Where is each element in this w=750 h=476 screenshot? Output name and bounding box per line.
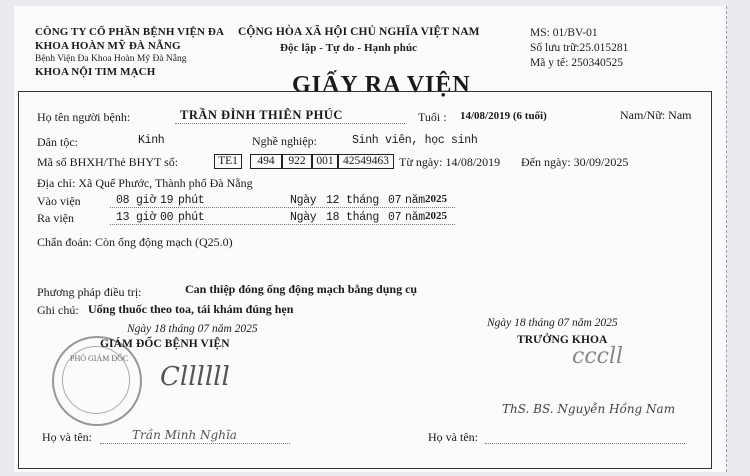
discharge-day-label: Ngày bbox=[290, 211, 317, 224]
nation-heading: CỘNG HÒA XÃ HỘI CHỦ NGHĨA VIỆT NAM bbox=[238, 26, 480, 38]
occupation-value: Sinh viên, học sinh bbox=[352, 134, 478, 147]
discharge-hour: 13 bbox=[116, 211, 130, 224]
ethnicity-label: Dân tộc: bbox=[37, 135, 78, 149]
discharge-month: 07 bbox=[388, 211, 402, 224]
insurance-box-2: 494 bbox=[250, 154, 282, 169]
insurance-box-3: 922 bbox=[282, 154, 312, 169]
left-sign-role: GIÁM ĐỐC BỆNH VIỆN bbox=[100, 338, 230, 350]
discharge-year: 2025 bbox=[425, 210, 447, 222]
admission-minute-unit: phút bbox=[178, 194, 205, 207]
admission-hour: 08 bbox=[116, 194, 130, 207]
patient-name: TRẦN ĐÌNH THIÊN PHÚC bbox=[180, 108, 343, 122]
right-name-dotted-line bbox=[485, 443, 685, 444]
insurance-from-date: Từ ngày: 14/08/2019 bbox=[399, 155, 501, 169]
admission-hour-unit: giờ bbox=[136, 194, 156, 207]
age-label: Tuổi : bbox=[418, 110, 447, 124]
discharge-label: Ra viện bbox=[37, 211, 74, 225]
insurance-box-5: 42549463 bbox=[338, 154, 394, 169]
right-name-label: Họ và tên: bbox=[428, 430, 478, 444]
hospital-full-name: Bệnh Viện Đa Khoa Hoàn Mỹ Đà Nẵng bbox=[35, 54, 187, 64]
form-code: MS: 01/BV-01 bbox=[530, 27, 598, 39]
discharge-minute-unit: phút bbox=[178, 211, 205, 224]
diagnosis: Chẩn đoán: Còn ống động mạch (Q25.0) bbox=[37, 235, 233, 249]
discharge-hour-unit: giờ bbox=[136, 211, 156, 224]
right-signature: cccll bbox=[572, 344, 624, 369]
discharge-day: 18 bbox=[326, 211, 340, 224]
hospital-company-line: CÔNG TY CỔ PHẦN BỆNH VIỆN ĐA bbox=[35, 26, 225, 38]
discharge-month-label: tháng bbox=[346, 211, 380, 224]
discharge-minute: 00 bbox=[160, 211, 174, 224]
national-motto: Độc lập - Tự do - Hạnh phúc bbox=[280, 42, 418, 54]
discharge-dotted-line bbox=[110, 224, 455, 225]
archive-number: Số lưu trữ:25.015281 bbox=[530, 42, 629, 54]
discharge-year-label: năm bbox=[405, 211, 425, 224]
patient-gender: Nam/Nữ: Nam bbox=[620, 108, 692, 122]
insurance-to-date: Đến ngày: 30/09/2025 bbox=[521, 155, 629, 169]
admission-day: 12 bbox=[326, 194, 340, 207]
left-signer-name: Trần Minh Nghĩa bbox=[132, 428, 237, 442]
notes-label: Ghi chú: bbox=[37, 303, 79, 317]
admission-label: Vào viện bbox=[37, 194, 81, 208]
hospital-name-line: KHOA HOÀN MỸ ĐÀ NẴNG bbox=[35, 40, 181, 52]
treatment-label: Phương pháp điều trị: bbox=[37, 285, 142, 299]
patient-name-label: Họ tên người bệnh: bbox=[37, 110, 131, 124]
notes-value: Uống thuốc theo toa, tái khám đúng hẹn bbox=[88, 302, 294, 316]
admission-year: 2025 bbox=[425, 193, 447, 205]
left-signature: Cllllll bbox=[160, 362, 230, 392]
admission-month-label: tháng bbox=[346, 194, 380, 207]
ethnicity-value: Kinh bbox=[138, 134, 165, 147]
insurance-box-4: 001 bbox=[312, 154, 338, 169]
name-dotted-line bbox=[175, 123, 405, 124]
admission-day-label: Ngày bbox=[290, 194, 317, 207]
right-sign-role: TRƯỞNG KHOA bbox=[517, 334, 608, 346]
treatment-value: Can thiệp đóng ống động mạch bằng dụng cụ bbox=[185, 282, 418, 296]
medical-code: Mã y tế: 250340525 bbox=[530, 57, 623, 69]
patient-age: 14/08/2019 (6 tuổi) bbox=[460, 110, 547, 122]
document-title: GIẤY RA VIỆN bbox=[292, 72, 471, 98]
patient-address: Địa chỉ: Xã Quế Phước, Thành phố Đà Nẵng bbox=[37, 176, 253, 190]
occupation-label: Nghề nghiệp: bbox=[252, 134, 317, 148]
admission-dotted-line bbox=[110, 207, 455, 208]
admission-month: 07 bbox=[388, 194, 402, 207]
department-name: KHOA NỘI TIM MẠCH bbox=[35, 66, 156, 78]
stamp-text: PHÓ GIÁM ĐỐC bbox=[70, 354, 129, 363]
left-name-dotted-line bbox=[100, 443, 290, 444]
left-name-label: Họ và tên: bbox=[42, 430, 92, 444]
admission-year-label: năm bbox=[405, 194, 425, 207]
insurance-label: Mã số BHXH/Thẻ BHYT số: bbox=[37, 155, 179, 169]
insurance-box-1: TE1 bbox=[214, 154, 242, 169]
right-signer-name: ThS. BS. Nguyễn Hồng Nam bbox=[502, 402, 676, 416]
right-sign-date: Ngày 18 tháng 07 năm 2025 bbox=[487, 317, 618, 329]
left-sign-date: Ngày 18 tháng 07 năm 2025 bbox=[127, 323, 258, 335]
admission-minute: 19 bbox=[160, 194, 174, 207]
